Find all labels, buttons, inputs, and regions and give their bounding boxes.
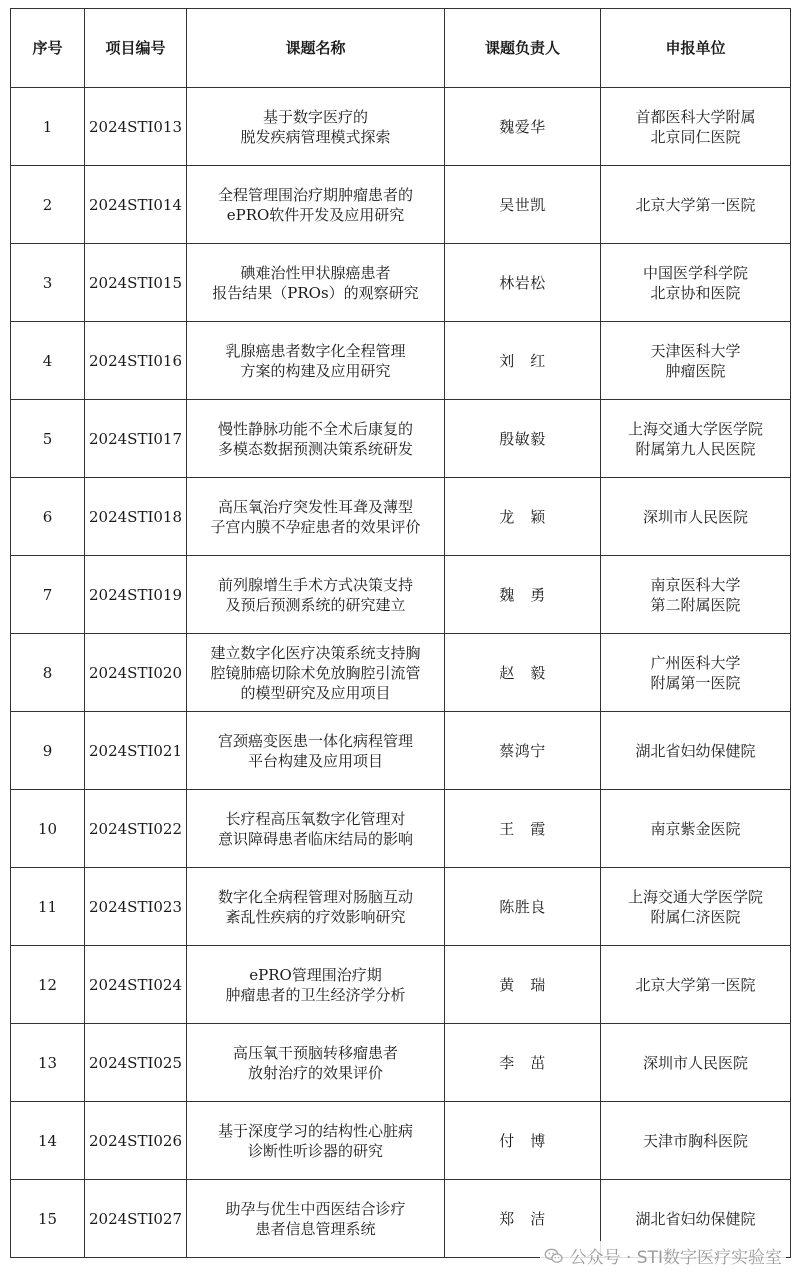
table-row (11, 790, 791, 868)
cell-title (187, 1180, 445, 1258)
unit-line: 上海交通大学医学院 (627, 887, 763, 906)
cell-no (11, 712, 85, 790)
project-code: 2024STI020 (89, 663, 183, 682)
project-code: 2024STI019 (89, 585, 183, 604)
cell-code (85, 790, 187, 868)
row-number: 7 (42, 585, 53, 604)
unit-line: 北京协和医院 (650, 283, 741, 302)
project-title-line: 患者信息管理系统 (255, 1219, 376, 1238)
unit-line: 天津医科大学 (650, 341, 741, 360)
cell-leader (445, 322, 601, 400)
cell-leader (445, 946, 601, 1024)
table-row (11, 322, 791, 400)
cell-no (11, 322, 85, 400)
header-row (11, 9, 791, 88)
project-title-line: 宫颈癌变医患一体化病程管理 (217, 731, 413, 750)
project-title-line: 的模型研究及应用项目 (240, 683, 391, 702)
cell-code (85, 166, 187, 244)
unit-line: 深圳市人民医院 (642, 1053, 748, 1072)
project-leader: 林岩松 (499, 273, 546, 292)
cell-unit (601, 88, 791, 166)
project-title-line: 多模态数据预测决策系统研发 (217, 439, 413, 458)
cell-leader (445, 634, 601, 712)
cell-leader (445, 88, 601, 166)
project-code: 2024STI016 (89, 351, 183, 370)
cell-title (187, 634, 445, 712)
cell-unit (601, 478, 791, 556)
project-title-line: 基于深度学习的结构性心脏病 (217, 1121, 413, 1140)
cell-title (187, 556, 445, 634)
cell-code (85, 634, 187, 712)
project-code: 2024STI026 (89, 1131, 183, 1150)
project-title-line: 平台构建及应用项目 (247, 751, 383, 770)
project-leader: 魏 勇 (499, 585, 546, 604)
cell-title (187, 166, 445, 244)
cell-no (11, 166, 85, 244)
cell-title (187, 1024, 445, 1102)
row-number: 1 (42, 117, 53, 136)
project-title-line: 助孕与优生中西医结合诊疗 (225, 1199, 406, 1218)
header-unit: 申报单位 (601, 9, 791, 88)
cell-title (187, 88, 445, 166)
unit-line: 北京大学第一医院 (635, 975, 756, 994)
project-title-line: 脱发疾病管理模式探索 (240, 127, 391, 146)
project-title-line: 数字化全病程管理对肠脑互动 (217, 887, 413, 906)
unit-line: 广州医科大学 (650, 653, 741, 672)
project-title-line: 肿瘤患者的卫生经济学分析 (225, 985, 406, 1004)
project-title-line: 报告结果（PROs）的观察研究 (212, 283, 419, 302)
cell-unit (601, 868, 791, 946)
project-title-line: 意识障碍患者临床结局的影响 (217, 829, 413, 848)
project-leader: 陈胜良 (499, 897, 546, 916)
project-leader: 付 博 (499, 1131, 546, 1150)
row-number: 9 (42, 741, 53, 760)
cell-leader (445, 1024, 601, 1102)
row-number: 12 (37, 975, 58, 994)
cell-leader (445, 400, 601, 478)
cell-title (187, 244, 445, 322)
cell-code (85, 1102, 187, 1180)
project-leader: 龙 颖 (499, 507, 546, 526)
project-title-line: 高压氧治疗突发性耳聋及薄型 (217, 497, 413, 516)
project-title-line: 放射治疗的效果评价 (247, 1063, 383, 1082)
cell-code (85, 1024, 187, 1102)
project-code: 2024STI015 (89, 273, 183, 292)
project-leader: 魏爱华 (499, 117, 546, 136)
project-code: 2024STI027 (89, 1209, 183, 1228)
cell-unit (601, 244, 791, 322)
unit-line: 附属第九人民医院 (635, 439, 756, 458)
project-code: 2024STI013 (89, 117, 183, 136)
row-number: 4 (42, 351, 53, 370)
table-body (11, 88, 791, 1258)
unit-line: 中国医学科学院 (642, 263, 748, 282)
cell-title (187, 400, 445, 478)
project-title-line: 长疗程高压氧数字化管理对 (225, 809, 406, 828)
project-title-line: ePRO软件开发及应用研究 (226, 205, 405, 224)
header-title: 课题名称 (187, 9, 445, 88)
cell-no (11, 478, 85, 556)
project-code: 2024STI023 (89, 897, 183, 916)
table-row (11, 244, 791, 322)
wechat-icon (544, 1246, 564, 1266)
unit-line: 第二附属医院 (650, 595, 741, 614)
project-title-line: 高压氧干预脑转移瘤患者 (232, 1043, 398, 1062)
cell-no (11, 400, 85, 478)
cell-no (11, 556, 85, 634)
unit-line: 南京医科大学 (650, 575, 741, 594)
cell-title (187, 712, 445, 790)
table-row (11, 400, 791, 478)
project-title-line: 腔镜肺癌切除术免放胸腔引流管 (210, 663, 421, 682)
cell-no (11, 634, 85, 712)
cell-no (11, 244, 85, 322)
cell-unit (601, 322, 791, 400)
row-number: 13 (37, 1053, 58, 1072)
cell-unit (601, 556, 791, 634)
row-number: 11 (37, 897, 58, 916)
cell-code (85, 322, 187, 400)
project-title-line: 前列腺增生手术方式决策支持 (217, 575, 413, 594)
cell-title (187, 868, 445, 946)
project-title-line: 紊乱性疾病的疗效影响研究 (225, 907, 406, 926)
cell-leader (445, 790, 601, 868)
project-title-line: 及预后预测系统的研究建立 (225, 595, 406, 614)
table-row (11, 88, 791, 166)
project-leader: 殷敏毅 (499, 429, 546, 448)
cell-title (187, 1102, 445, 1180)
cell-code (85, 88, 187, 166)
unit-line: 湖北省妇幼保健院 (635, 741, 756, 760)
row-number: 2 (42, 195, 53, 214)
project-title-line: 基于数字医疗的 (262, 107, 368, 126)
cell-code (85, 244, 187, 322)
header-leader: 课题负责人 (445, 9, 601, 88)
cell-code (85, 868, 187, 946)
cell-code (85, 946, 187, 1024)
cell-no (11, 946, 85, 1024)
unit-line: 南京紫金医院 (650, 819, 741, 838)
project-title-line: 乳腺癌患者数字化全程管理 (225, 341, 406, 360)
cell-leader (445, 244, 601, 322)
cell-unit (601, 400, 791, 478)
cell-title (187, 478, 445, 556)
unit-line: 湖北省妇幼保健院 (635, 1209, 756, 1228)
header-code: 项目编号 (85, 9, 187, 88)
project-title-line: 方案的构建及应用研究 (240, 361, 391, 380)
project-leader: 赵 毅 (499, 663, 546, 682)
project-leader: 刘 红 (499, 351, 546, 370)
cell-code (85, 556, 187, 634)
project-leader: 黄 瑞 (499, 975, 546, 994)
cell-unit (601, 946, 791, 1024)
unit-line: 肿瘤医院 (665, 361, 726, 380)
unit-line: 首都医科大学附属 (635, 107, 756, 126)
table-row (11, 1102, 791, 1180)
project-code: 2024STI024 (89, 975, 183, 994)
cell-code (85, 400, 187, 478)
cell-leader (445, 478, 601, 556)
table-row (11, 712, 791, 790)
cell-no (11, 868, 85, 946)
table-row (11, 478, 791, 556)
cell-no (11, 790, 85, 868)
project-code: 2024STI018 (89, 507, 183, 526)
row-number: 14 (37, 1131, 58, 1150)
table-row (11, 868, 791, 946)
cell-leader (445, 712, 601, 790)
unit-line: 天津市胸科医院 (642, 1131, 748, 1150)
project-code: 2024STI025 (89, 1053, 183, 1072)
cell-title (187, 322, 445, 400)
project-table (10, 8, 791, 1258)
cell-leader (445, 556, 601, 634)
row-number: 3 (42, 273, 53, 292)
cell-code (85, 478, 187, 556)
unit-line: 深圳市人民医院 (642, 507, 748, 526)
cell-title (187, 790, 445, 868)
table-row (11, 946, 791, 1024)
cell-leader (445, 1102, 601, 1180)
cell-title (187, 946, 445, 1024)
watermark (540, 1241, 786, 1270)
table-row (11, 556, 791, 634)
unit-line: 上海交通大学医学院 (627, 419, 763, 438)
project-leader: 蔡鸿宁 (499, 741, 546, 760)
project-leader: 郑 洁 (499, 1209, 546, 1228)
cell-no (11, 1102, 85, 1180)
row-number: 6 (42, 507, 53, 526)
cell-unit (601, 1102, 791, 1180)
cell-code (85, 712, 187, 790)
cell-code (85, 1180, 187, 1258)
project-code: 2024STI022 (89, 819, 183, 838)
project-leader: 李 茁 (499, 1053, 546, 1072)
cell-no (11, 88, 85, 166)
cell-unit (601, 1024, 791, 1102)
project-title-line: 子宫内膜不孕症患者的效果评价 (210, 517, 421, 536)
row-number: 10 (37, 819, 58, 838)
cell-leader (445, 166, 601, 244)
cell-no (11, 1180, 85, 1258)
project-title-line: 全程管理围治疗期肿瘤患者的 (217, 185, 413, 204)
project-title-line: 建立数字化医疗决策系统支持胸 (210, 643, 421, 662)
project-code: 2024STI014 (89, 195, 183, 214)
cell-unit (601, 634, 791, 712)
cell-unit (601, 790, 791, 868)
watermark-text: 公众号 · STI数字医疗实验室 (569, 1248, 782, 1268)
project-leader: 王 霞 (499, 819, 546, 838)
project-title-line: 慢性静脉功能不全术后康复的 (217, 419, 413, 438)
unit-line: 北京大学第一医院 (635, 195, 756, 214)
project-code: 2024STI021 (89, 741, 183, 760)
cell-no (11, 1024, 85, 1102)
project-code: 2024STI017 (89, 429, 183, 448)
unit-line: 附属第一医院 (650, 673, 741, 692)
table-row (11, 166, 791, 244)
project-title-line: 碘难治性甲状腺癌患者 (240, 263, 391, 282)
table-row (11, 1024, 791, 1102)
row-number: 8 (42, 663, 53, 682)
project-title-line: 诊断性听诊器的研究 (247, 1141, 383, 1160)
header-no: 序号 (11, 9, 85, 88)
cell-unit (601, 712, 791, 790)
project-title-line: ePRO管理围治疗期 (249, 965, 382, 984)
unit-line: 附属仁济医院 (650, 907, 741, 926)
unit-line: 北京同仁医院 (650, 127, 741, 146)
row-number: 5 (42, 429, 53, 448)
row-number: 15 (37, 1209, 58, 1228)
project-leader: 吴世凯 (499, 195, 546, 214)
cell-leader (445, 868, 601, 946)
table-row (11, 634, 791, 712)
cell-unit (601, 166, 791, 244)
